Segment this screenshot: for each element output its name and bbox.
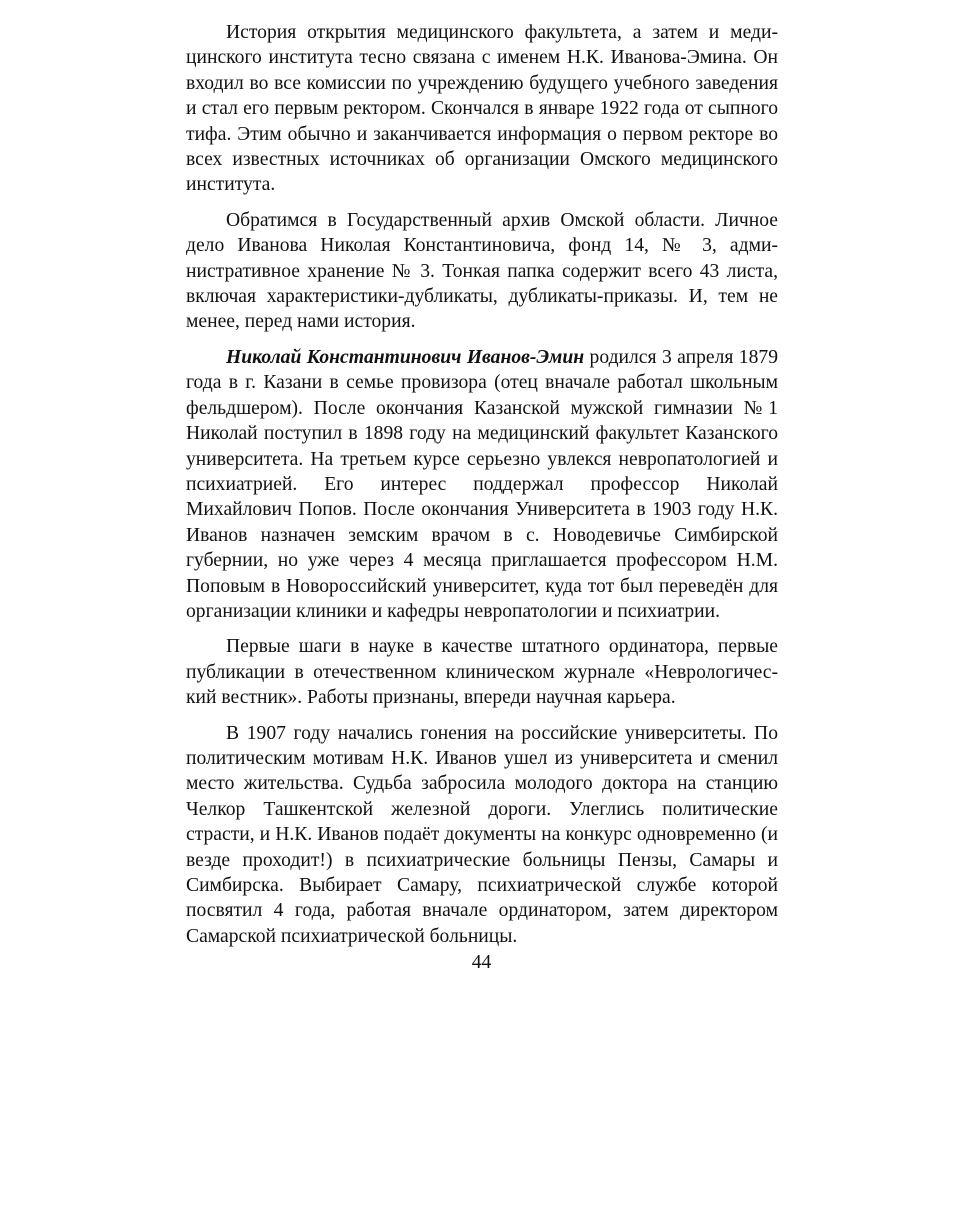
- paragraph-1907: В 1907 году начались гонения на российские университеты. По политическим мотивам Н.К. Иванов ушел из университета и сменил место жительства. Судьба забросила молодого доктора на станцию Челкор Ташкентской железной дороги. Улеглись политические страсти, и Н.К. Иванов подаёт документы на конкурс одновременно (и везде проходит!) в психиатрические больницы Пензы, Самары и Симбирска. Выбирает Самару, психиатрической службе которой посвятил 4 года, работая вначале ординатором, затем директором Самарской психиатрической больницы.: [186, 722, 778, 947]
- page-number: 44: [471, 952, 492, 973]
- paragraph-history-opening: История открытия медицинского факультета, а затем и медицинского института тесно связана с именем Н.К. Иванова-Эмина. Он входил во все комиссии по учреждению будущего учебного заведения и стал его первым ректором. Скончался в январе 1922 года от сыпного тифа. Этим обычно и заканчивается информация о первом ректоре во всех известных источниках об организации Омского медицинского института.: [186, 22, 778, 196]
- paragraph-archive: Обратимся в Государственный архив Омской области. Личное дело Иванова Николая Константиновича, фонд 14, № 3, административное хранение № 3. Тонкая папка содержит всего 43 листа, включая характеристики-дубликаты, дубликаты-приказы. И, тем не менее, перед нами история.: [186, 209, 778, 333]
- paragraph-first-steps: Первые шаги в науке в качестве штатного ординатора, первые публикации в отечественном клиническом журнале «Неврологический вестник». Работы признаны, впереди научная карьера.: [186, 636, 778, 709]
- biography-name: Николай Константинович Иванов-Эмин: [226, 346, 585, 368]
- page-body: [186, 20, 778, 959]
- paragraph-biography: [186, 345, 778, 624]
- biography-text: родился 3 апреля 1879 года в г. Казани в семье провизора (отец вначале работал школьным фельдшером). После окончания Казанской мужской гимназии №1 Николай поступил в 1898 году на медицинский факультет Казанского университета. На третьем курсе серьезно увлекся невропатологией и психиатрией. Его интерес поддержал профессор Николай Михайлович Попов. После окончания Университета в 1903 году Н.К. Иванов назначен земским врачом в с. Новодевичье Симбирской губернии, но уже через 4 месяца приглашается профессором Н.М. Поповым в Новороссийский университет, куда тот был переведён для организации клиники и кафедры невропатологии и психиатрии.: [186, 346, 778, 622]
